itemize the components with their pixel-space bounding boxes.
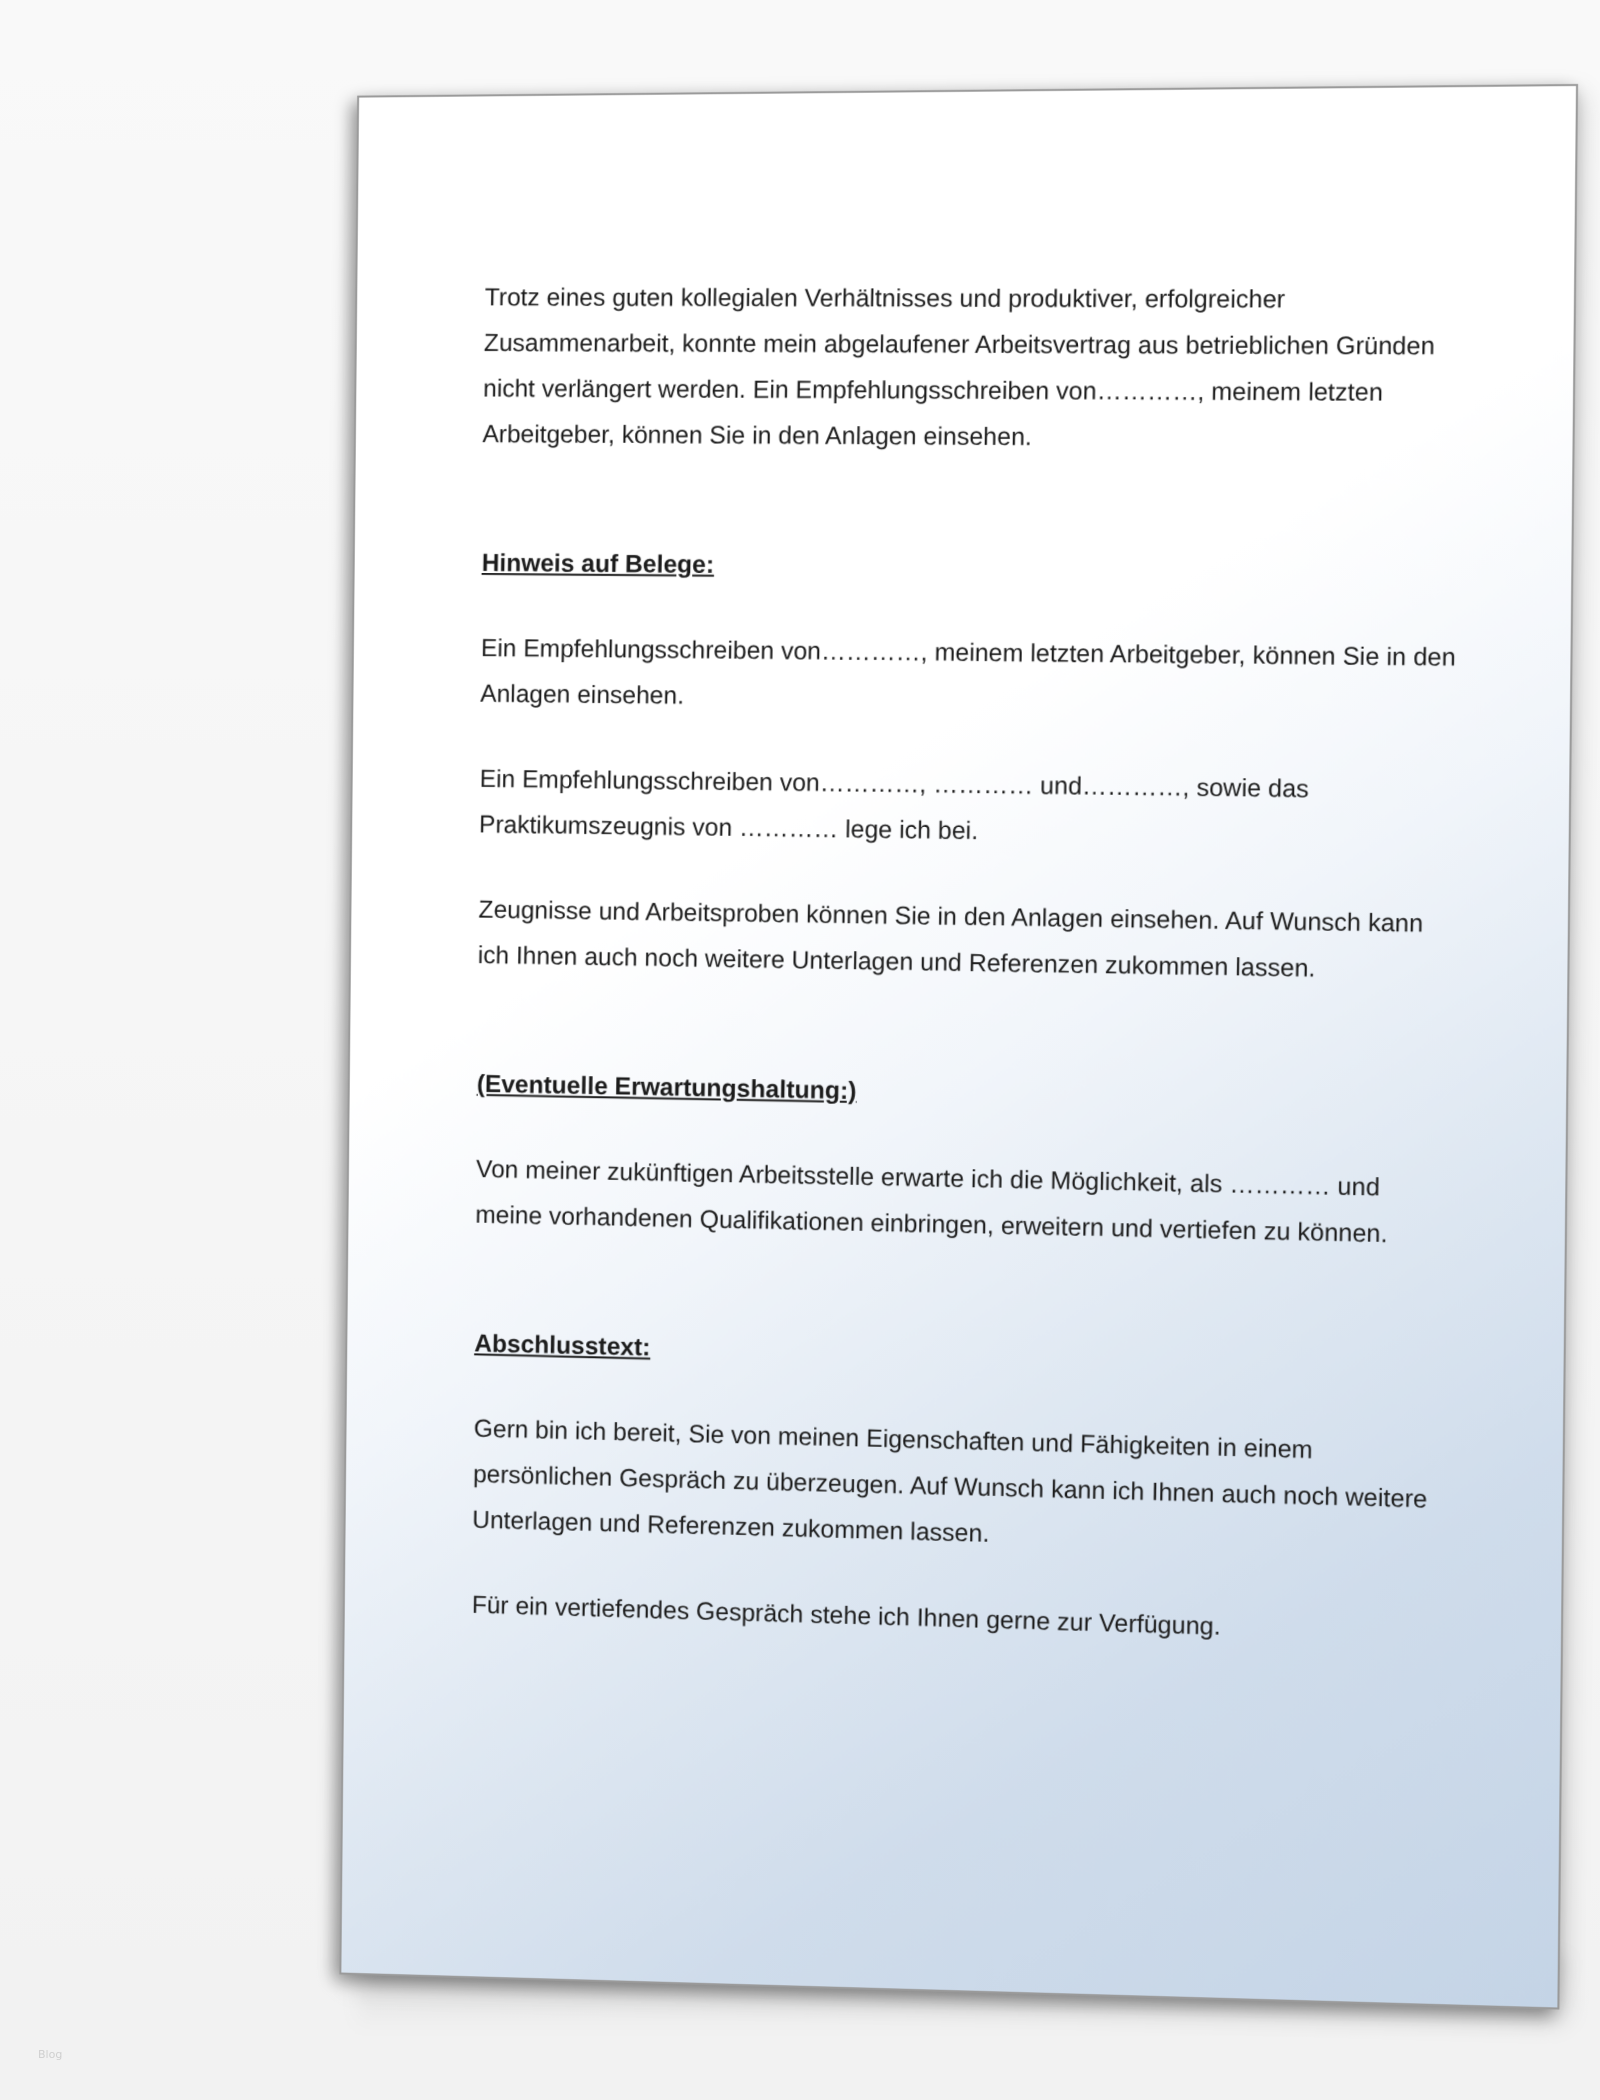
belege-paragraph-2: Ein Empfehlungsschreiben von…………, ………… und…………, sowie das Praktikumszeugnis von ………… lege ich bei.: [478, 765, 1310, 846]
abschluss-paragraph-2: Für ein vertiefendes Gespräch stehe ich Ihnen gerne zur Verfügung.: [471, 1591, 1221, 1641]
heading-hinweis-auf-belege: Hinweis auf Belege:: [481, 549, 715, 579]
heading-erwartungshaltung: (Eventuelle Erwartungshaltung:): [476, 1070, 857, 1105]
document-content: [472, 269, 1464, 1649]
belege-paragraph-1: Ein Empfehlungsschreiben von…………, meinem letzten Arbeitgeber, können Sie in den Anlagen einsehen.: [480, 634, 1457, 710]
belege-paragraph-3: Zeugnisse und Arbeitsproben können Sie in den Anlagen einsehen. Auf Wunsch kann ich Ihnen auch noch weitere Unterlagen und Referenzen zukommen lassen.: [477, 895, 1424, 983]
intro-paragraph: Trotz eines guten kollegialen Verhältnisses und produktiver, erfolgreicher Zusammenarbeit, konnte mein abgelaufener Arbeitsvertrag aus betrieblichen Gründen nicht verlängert werden. Ein Empfehlungsschreiben von…………, meinem letzten Arbeitgeber, können Sie in den Anlagen einsehen.: [482, 283, 1435, 452]
abschluss-paragraph-1: Gern bin ich bereit, Sie von meinen Eigenschaften und Fähigkeiten in einem persönlichen Gespräch zu überzeugen. Auf Wunsch kann ich Ihnen auch noch weitere Unterlagen und Referenzen zukommen lassen.: [472, 1414, 1428, 1548]
watermark-text: Blog: [38, 2048, 63, 2061]
heading-abschlusstext: Abschlusstext:: [474, 1329, 651, 1362]
erwartung-paragraph: Von meiner zukünftigen Arbeitsstelle erwarte ich die Möglichkeit, als ………… und meine vorhandenen Qualifikationen einbringen, erweitern und vertiefen zu können.: [475, 1155, 1388, 1249]
document-sheet: [339, 84, 1578, 2010]
